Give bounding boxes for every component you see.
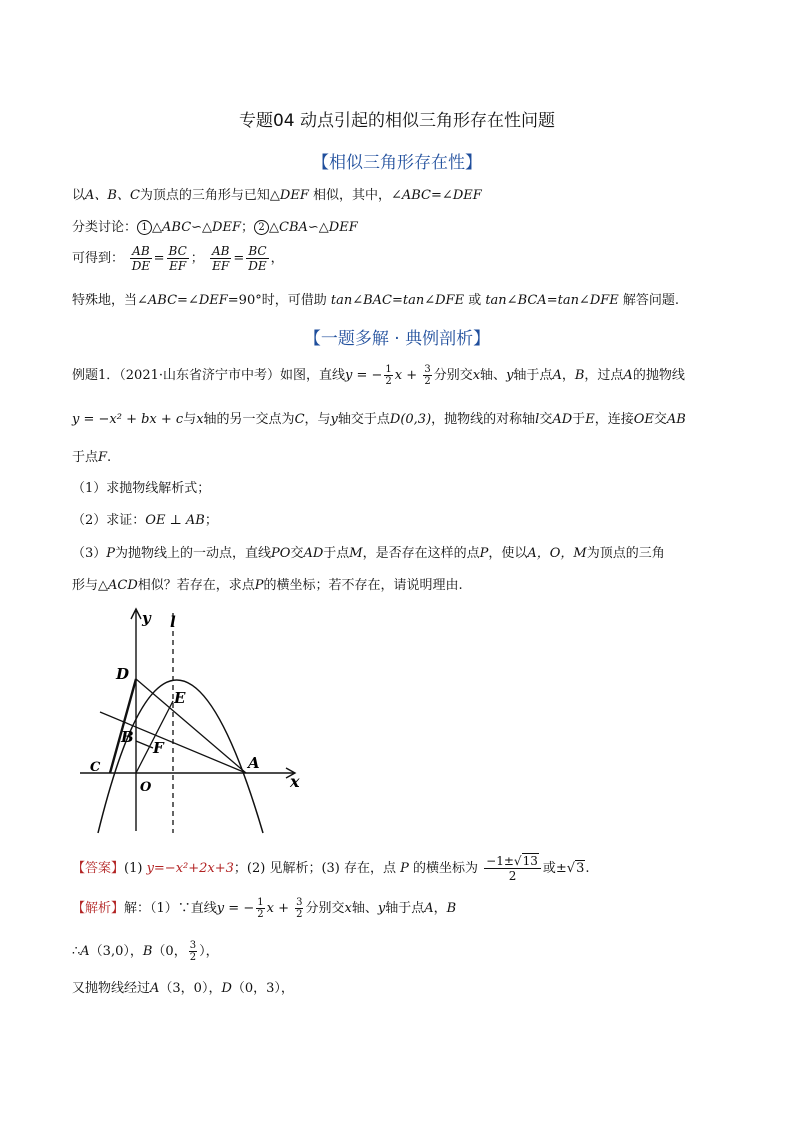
text: DEF — [328, 220, 358, 235]
text: 于点 — [72, 450, 99, 465]
label-o: O — [140, 780, 152, 795]
parabola-figure — [70, 605, 310, 840]
fraction: $\frac{BC}{DE}$ — [248, 244, 267, 273]
text: DEF — [279, 188, 309, 203]
fraction: $\frac{1}{2}$ — [385, 364, 392, 387]
text: y — [506, 368, 514, 383]
text: =∠ — [431, 188, 453, 203]
text: 轴的另一交点为 — [203, 412, 295, 427]
text: 相似，其中，∠ — [308, 188, 402, 203]
text: ∽△ — [191, 220, 213, 235]
text: P — [254, 578, 264, 593]
text: x — [472, 368, 481, 383]
text: y — [216, 901, 225, 916]
label-l: l — [170, 613, 176, 631]
text: AD — [303, 546, 324, 561]
page-title: 专题04 动点引起的相似三角形存在性问题 — [238, 111, 556, 131]
text: ， — [270, 251, 284, 266]
text: △ — [152, 220, 163, 235]
text: AB — [666, 412, 686, 427]
text: = − — [224, 901, 255, 916]
text: （0，3）， — [231, 981, 294, 996]
text: 于 — [572, 412, 586, 427]
text: 分类讨论： — [72, 220, 138, 235]
text: 交 — [539, 412, 553, 427]
analysis-line-2 — [72, 940, 219, 963]
text: 轴交于点 — [337, 412, 390, 427]
text: ABC — [147, 293, 178, 308]
text: 与 — [183, 412, 197, 427]
text: B — [574, 368, 585, 383]
problem-line-3 — [72, 446, 111, 465]
text: tan∠BAC=tan∠DFE — [330, 293, 465, 308]
text: 特殊地，当∠ — [72, 293, 148, 308]
analysis-line-3 — [72, 977, 294, 996]
label-x: x — [290, 772, 300, 791]
text: （3，0）， — [159, 981, 222, 996]
section-heading-example: 【一题多解 · 典例剖析】 — [303, 329, 491, 349]
label-e: E — [174, 689, 186, 707]
text: ，过点 — [584, 368, 624, 383]
text: F — [98, 450, 108, 465]
answer-line: 【答案】(1) y=−x²+2x+3；(2) 见解析；(3) 存在，点 P 的横坐标为 $\frac{-1\pm√13}{2}$ 或±√3. — [72, 854, 590, 883]
intro-line-4 — [72, 289, 679, 308]
text: A — [424, 901, 434, 916]
text: 为顶点的三角形与已知△ — [139, 188, 280, 203]
text: 的抛物线 — [632, 368, 685, 383]
text: x — [266, 901, 274, 916]
text: 交 — [290, 546, 304, 561]
text: x — [196, 412, 204, 427]
text: ；(2) 见解析；(3) 存在，点 — [233, 861, 401, 876]
text: ，与 — [304, 412, 331, 427]
text: ，使以 — [488, 546, 528, 561]
text: （0， — [152, 944, 187, 959]
text: 于点 — [323, 546, 350, 561]
text: P — [106, 546, 116, 561]
fraction: $\frac{BC}{EF}$ — [168, 244, 187, 273]
fraction: $\frac{3}{2}$ — [296, 897, 303, 920]
text: 轴于点 — [513, 368, 553, 383]
text: ； — [190, 251, 204, 266]
text: 解答问题. — [618, 293, 680, 308]
text: ，是否存在这样的点 — [362, 546, 480, 561]
text: y — [377, 901, 386, 916]
text: C — [294, 412, 305, 427]
text: P — [479, 546, 489, 561]
section-heading-similar-triangles: 【相似三角形存在性】 — [312, 153, 482, 173]
text: 形与△ — [72, 578, 108, 593]
text: PO — [271, 546, 291, 561]
text: 为抛物线上的一动点，直线 — [115, 546, 272, 561]
text: DEF — [452, 188, 482, 203]
text: + — [273, 901, 294, 916]
label-c: C — [90, 760, 101, 775]
text: ）， — [199, 944, 219, 959]
text: 或 — [464, 293, 486, 308]
label-b: B — [121, 728, 134, 746]
intro-line-3: 可得到： $\frac{AB}{DE}$ = $\frac{BC}{EF}$ ； $\frac{AB}{EF}$ = $\frac{BC}{DE}$ ， — [72, 244, 284, 273]
text: 交 — [653, 412, 667, 427]
text: + — [402, 368, 422, 383]
text: 相似？若存在，求点 — [137, 578, 255, 593]
text: A — [623, 368, 633, 383]
text: 又抛物线经过 — [72, 981, 151, 996]
text: M — [349, 546, 363, 561]
circled-number: 1 — [137, 220, 152, 235]
text: E — [585, 412, 595, 427]
fraction: $\frac{3}{2}$ — [189, 940, 197, 963]
text: ； — [204, 513, 218, 528]
text: tan∠BCA=tan∠DFE — [485, 293, 619, 308]
label-y: y — [142, 609, 151, 627]
text: . — [107, 450, 112, 465]
fraction: $\frac{3}{2}$ — [424, 364, 431, 387]
label-a: A — [248, 754, 260, 772]
text: 分别交 — [305, 901, 345, 916]
text: x — [394, 368, 403, 383]
text: （3） — [72, 546, 107, 561]
text: A、B、C — [85, 188, 140, 203]
text: ， — [561, 368, 575, 383]
text: B — [446, 901, 457, 916]
text: ，抛物线的对称轴 — [431, 412, 536, 427]
text: ABC — [401, 188, 432, 203]
text: y — [345, 368, 353, 383]
answer-expression: y=−x²+2x+3 — [146, 861, 234, 876]
analysis-line-1 — [72, 897, 456, 920]
text: (1) — [124, 861, 147, 876]
text: ABC — [162, 220, 192, 235]
text: A — [552, 368, 562, 383]
text: D — [221, 981, 232, 996]
fraction: $\frac{AB}{DE}$ — [131, 244, 151, 273]
answer-fraction: $\frac{-1\pm√13}{2}$ — [484, 854, 541, 883]
text: 或± — [542, 861, 567, 876]
label-d: D — [116, 665, 130, 683]
text: AD — [552, 412, 573, 427]
circled-number: 2 — [254, 220, 269, 235]
text: =90°时，可借助 — [227, 293, 331, 308]
text: DEF — [212, 220, 241, 235]
sqrt-value: 3 — [576, 861, 585, 876]
question-3-line-1 — [72, 542, 665, 561]
text: = − — [352, 368, 383, 383]
problem-line-1 — [72, 364, 685, 387]
text: y = −x² + bx + c — [72, 412, 184, 427]
question-1: （1）求抛物线解析式； — [72, 481, 211, 496]
text: ∴ — [72, 944, 81, 959]
fraction: $\frac{AB}{EF}$ — [211, 244, 230, 273]
line-oe — [136, 701, 173, 773]
text: ∽△ — [307, 220, 329, 235]
text: DEF — [198, 293, 228, 308]
text: CBA — [279, 220, 308, 235]
text: OE ⊥ AB — [145, 513, 205, 528]
text: ， — [433, 901, 447, 916]
text: D(0,3) — [389, 412, 432, 427]
text: =∠ — [177, 293, 199, 308]
fraction: $\frac{1}{2}$ — [257, 897, 264, 920]
text: y — [330, 412, 338, 427]
question-2 — [72, 509, 218, 528]
text: 分别交 — [433, 368, 473, 383]
text: （3,0）， — [89, 944, 143, 959]
line-da — [136, 679, 246, 773]
text: B — [142, 944, 153, 959]
text: 的横坐标；若不存在，请说明理由. — [263, 578, 463, 593]
text: A — [80, 944, 90, 959]
text: 以 — [72, 188, 86, 203]
problem-line-2 — [72, 408, 686, 427]
text: l — [535, 412, 540, 427]
text: A，O，M — [527, 546, 587, 561]
text: 轴于点 — [385, 901, 425, 916]
text: P — [400, 861, 409, 876]
text: 可得到： — [72, 251, 125, 266]
answer-tag: 【答案】 — [72, 861, 125, 876]
text: 例题1．（2021·山东省济宁市中考）如图，直线 — [72, 368, 345, 383]
text: 解：（1）∵直线 — [124, 901, 217, 916]
text: 轴、 — [351, 901, 378, 916]
text: （2）求证： — [72, 513, 146, 528]
text: ，连接 — [594, 412, 634, 427]
intro-line-1 — [72, 184, 482, 203]
text: 为顶点的三角 — [586, 546, 665, 561]
text: 的横坐标为 — [408, 861, 479, 876]
label-f: F — [153, 739, 164, 757]
text: A — [150, 981, 160, 996]
text: 轴、 — [480, 368, 507, 383]
analysis-tag: 【解析】 — [72, 901, 125, 916]
question-3-line-2 — [72, 574, 463, 593]
text: x — [344, 901, 352, 916]
text: △ — [269, 220, 279, 235]
intro-line-2 — [72, 216, 358, 235]
text: ACD — [108, 578, 138, 593]
text: OE — [633, 412, 654, 427]
text: ； — [240, 220, 254, 235]
text: . — [585, 861, 590, 876]
